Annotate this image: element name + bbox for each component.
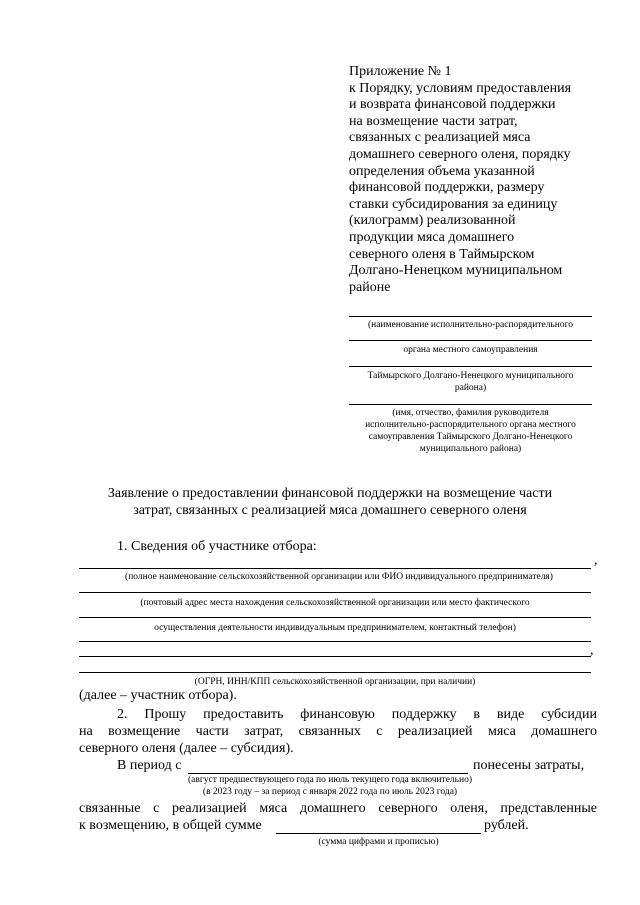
section1-tail: (далее – участник отбора). <box>79 688 237 703</box>
sum-prefix: к возмещению, в общей сумме <box>79 818 262 833</box>
period-prefix: В период с <box>117 758 182 773</box>
section2-line: на возмещение части затрат, связанных с реализацией мяса домашнего <box>79 724 597 739</box>
comma: , <box>594 553 598 568</box>
section2-line: связанные с реализацией мяса домашнего северного оленя, представленные <box>79 801 597 816</box>
period-suffix: понесены затраты, <box>473 758 585 773</box>
appendix-line: (килограмм) реализованной <box>349 213 516 229</box>
section2-line: 2. Прошу предоставить финансовую поддержку в виде субсидии <box>117 707 597 722</box>
field-hint: (ОГРН, ИНН/КПП сельскохозяйственной организации, при наличии) <box>194 677 476 687</box>
addressee-label: (наименование исполнительно-распорядительного <box>367 320 574 330</box>
appendix-title: Приложение № 1 <box>349 64 452 79</box>
addressee-line[interactable] <box>349 316 592 317</box>
appendix-block <box>349 64 609 296</box>
field-hint: (в 2023 году – за период с января 2022 года по июль 2023 года) <box>202 787 458 797</box>
sum-field[interactable] <box>276 833 481 834</box>
appendix-line: к Порядку, условиям предоставления <box>349 80 572 96</box>
addressee-label-part: исполнительно-распорядительного органа местного <box>365 420 576 430</box>
addressee-label-part: (имя, отчество, фамилия руководителя <box>392 408 549 418</box>
appendix-line: северного оленя в Таймырском <box>349 246 535 262</box>
addressee-label-part: Таймырского Долгано-Ненецкого муниципального <box>367 371 574 381</box>
participant-ogrn-field[interactable] <box>79 672 591 673</box>
statement-title-line: Заявление о предоставлении финансовой поддержки на возмещение части <box>107 486 553 501</box>
appendix-line: определения объема указанной <box>349 163 535 179</box>
addressee-line[interactable] <box>349 340 592 341</box>
appendix-line: связанных с реализацией мяса <box>349 130 531 146</box>
appendix-line: на возмещение части затрат, <box>349 113 518 129</box>
addressee-line[interactable] <box>349 366 592 367</box>
field-hint: (почтовый адрес места нахождения сельскохозяйственной организации или место фактического <box>140 598 530 608</box>
participant-name-field[interactable] <box>79 568 591 569</box>
appendix-line: финансовой поддержки, размеру <box>349 180 545 196</box>
appendix-line: домашнего северного оленя, порядку <box>349 146 571 162</box>
field-hint: (август предшествующего года по июль текущего года включительно) <box>188 775 472 785</box>
appendix-line: продукции мяса домашнего <box>349 229 515 245</box>
addressee-label-part: муниципального района) <box>419 444 522 454</box>
appendix-line: и возврата финансовой поддержки <box>349 97 556 113</box>
section2-line: северного оленя (далее – субсидия). <box>79 741 294 756</box>
addressee-label-part: самоуправления Таймырского Долгано-Ненецкого <box>368 432 573 442</box>
sum-suffix: рублей. <box>484 818 529 833</box>
field-hint: осуществления деятельности индивидуальным предпринимателем, контактный телефон) <box>154 623 516 633</box>
section1-heading: 1. Сведения об участнике отбора: <box>117 539 317 554</box>
addressee-label-part: района) <box>454 383 487 393</box>
participant-address-field[interactable] <box>79 592 591 593</box>
participant-extra-field[interactable] <box>79 641 591 642</box>
appendix-line: Долгано-Ненецком муниципальном <box>349 263 563 279</box>
participant-activity-field[interactable] <box>79 617 591 618</box>
addressee-label <box>349 370 592 394</box>
addressee-label <box>349 407 592 455</box>
field-hint: (полное наименование сельскохозяйственной организации или ФИО индивидуального предпринимателя) <box>125 572 553 582</box>
appendix-line: ставки субсидирования за единицу <box>349 196 558 212</box>
appendix-line: районе <box>349 279 391 295</box>
comma: , <box>590 643 594 658</box>
addressee-label: органа местного самоуправления <box>403 345 538 355</box>
addressee-line[interactable] <box>349 404 592 405</box>
participant-extra-field[interactable] <box>79 656 591 657</box>
field-hint: (сумма цифрами и прописью) <box>318 837 439 847</box>
statement-title <box>60 486 600 519</box>
statement-title-line: затрат, связанных с реализацией мяса домашнего северного оленя <box>133 502 527 518</box>
